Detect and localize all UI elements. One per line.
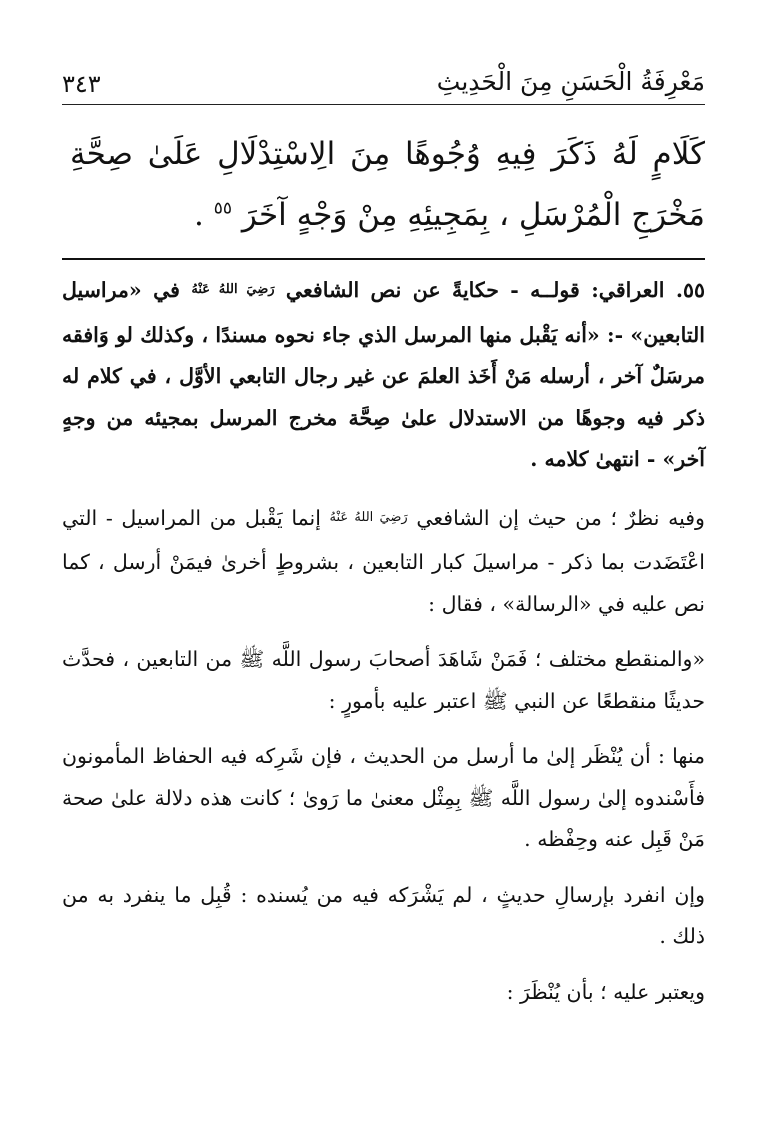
main-text-body: كَلَامٍ لَهُ ذَكَرَ فِيهِ وُجُوهًا مِنَ الِاسْتِدْلَالِ عَلَىٰ صِحَّةِ مَخْرَجِ الْمُرْسَلِ ، بِمَجِيئِهِ مِنْ وَجْهٍ آخَرَ bbox=[70, 136, 705, 233]
footnote-divider bbox=[62, 258, 705, 260]
footnote-reference: ٥٥ bbox=[213, 198, 233, 219]
honorific-glyph: رَضِيَ اللهُ عَنْهُ bbox=[329, 509, 408, 525]
page-number: ٣٤٣ bbox=[62, 70, 101, 98]
paragraph-1-text-a: وفيه نظرٌ ؛ من حيث إن الشافعي bbox=[416, 505, 705, 530]
paragraph-1 bbox=[62, 498, 705, 626]
main-text bbox=[70, 124, 705, 246]
main-text-end: . bbox=[194, 197, 204, 233]
footnote-number: ٥٥. bbox=[675, 278, 706, 302]
footnote-author: العراقي: bbox=[591, 278, 665, 302]
footnote-55 bbox=[62, 270, 705, 481]
paragraph-3: منها : أن يُنْظَر إلىٰ ما أرسل من الحديث ، فإن شَرِكه فيه الحفاظ المأمونون فأَسْندوه إلىٰ رسول اللَّه ﷺ بِمِثْل معنىٰ ما رَوىٰ ؛ كانت هذه دلالة علىٰ صحة مَنْ قَبِل عنه وحِفْظه . bbox=[62, 744, 705, 851]
paragraph-1-text-b: إنما يَقْبل من المراسيل - التي اعْتَضَدت بما ذكر - مراسيلَ كبار التابعين ، بشروطٍ أخرىٰ فيمَنْ أرسل ، كما نص عليه في «الرسالة» ، فقال : bbox=[62, 505, 705, 616]
paragraph-2: «والمنقطع مختلف ؛ فَمَنْ شَاهَدَ أصحابَ رسول اللَّه ﷺ من التابعين ، فحدَّث حديثًا منقطعًا عن النبي ﷺ اعتبر عليه بأمورٍ : bbox=[62, 647, 705, 713]
footnote-text-1: قولــه - حكايةً عن نص الشافعي bbox=[285, 278, 580, 302]
paragraph-4: وإن انفرد بإرسالِ حديثٍ ، لم يَشْرَكه فيه من يُسنده : قُبِل ما ينفرد به من ذلك . bbox=[62, 882, 705, 948]
running-header bbox=[62, 60, 705, 105]
running-title: مَعْرِفَةُ الْحَسَنِ مِنَ الْحَدِيثِ bbox=[436, 67, 705, 96]
footnote-text-2: في «مراسيل التابعين» -: «أنه يَقْبل منها المرسل الذي جاء نحوه مسندًا ، وكذلك لو وَافقه مرسَلٌ آخر ، أرسله مَنْ أَخَذ العلمَ عن غير رجال التابعي الأوَّل ، في كلام له ذكر فيه وجوهًا من الاستدلال علىٰ صِحَّة مخرج المرسل بمجيئه من وجهٍ آخر» - انتهىٰ كلامه . bbox=[62, 278, 705, 471]
paragraph-5: ويعتبر عليه ؛ بأن يُنْظَرَ : bbox=[506, 979, 705, 1004]
commentary bbox=[62, 270, 705, 1027]
honorific-glyph: رَضِيَ اللهُ عَنْهُ bbox=[191, 282, 275, 297]
